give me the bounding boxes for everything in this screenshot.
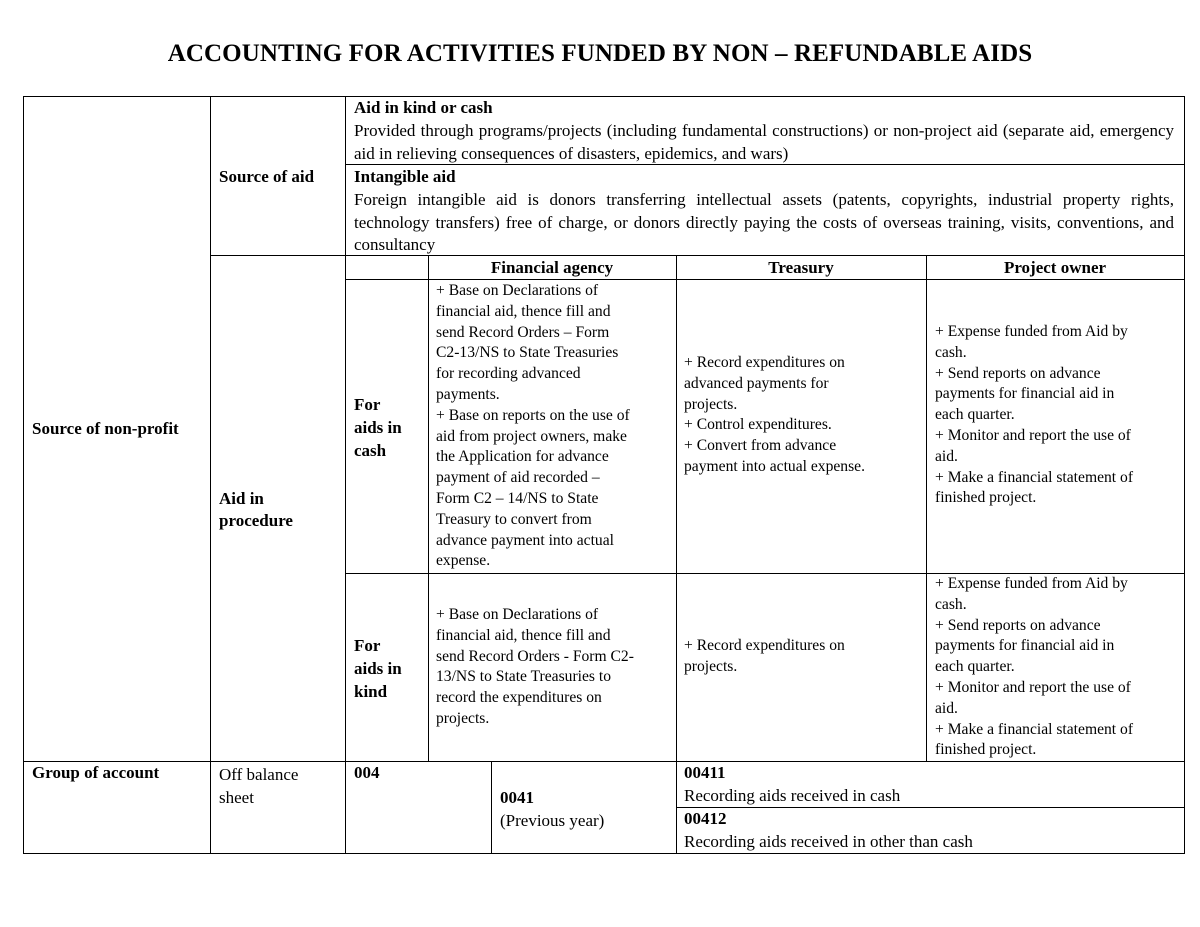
header-project-owner: Project owner — [1003, 258, 1107, 277]
kind-treasury-text: + Record expenditures on projects. — [684, 637, 845, 675]
header-treasury: Treasury — [768, 258, 834, 277]
group-of-account-label: Group of account — [32, 763, 160, 782]
account-00411-text: Recording aids received in cash — [684, 786, 901, 805]
aids-in-kind-label: For aids in kind — [354, 636, 402, 701]
row-divider — [676, 807, 1185, 808]
table-border-top — [23, 96, 1185, 97]
col-divider — [926, 255, 927, 762]
intangible-aid-heading: Intangible aid — [354, 167, 456, 186]
table-border-left — [23, 96, 24, 854]
account-0041-text — [500, 788, 604, 830]
cash-treasury-text: + Record expenditures on advanced payments for projects. + Control expenditures. + Convert from advance payment into actual expense. — [684, 354, 865, 475]
cash-project-owner-text: + Expense funded from Aid by cash. + Send reports on advance payments for financial aid in each quarter. + Monitor and report the use of aid. + Make a financial statement of finished project. — [935, 323, 1134, 507]
page-title: ACCOUNTING FOR ACTIVITIES FUNDED BY NON – REFUNDABLE AIDS — [167, 40, 1033, 67]
col-divider — [676, 255, 677, 854]
aid-in-procedure-label: Aid in procedure — [219, 489, 293, 530]
account-0041-code — [500, 763, 604, 832]
header-financial-agency: Financial agency — [490, 258, 614, 277]
col-divider — [491, 761, 492, 854]
table-border-bottom — [23, 853, 1185, 854]
kind-project-owner-text: + Expense funded from Aid by cash. + Send reports on advance payments for financial aid in each quarter. + Monitor and report the use of aid. + Make a financial statement of finished project. — [935, 575, 1134, 759]
table-border-right — [1184, 96, 1185, 854]
aid-kind-cash-heading: Aid in kind or cash — [354, 98, 493, 117]
off-balance-sheet-label: Off balance sheet — [219, 765, 299, 807]
account-004: 004 — [354, 763, 380, 782]
intangible-aid-text: Foreign intangible aid is donors transferring intellectual assets (patents, copyrights, industrial property rights, technology transfers) free of charge, or donors directly paying the costs of overseas training, visits, conventions, and consultancy — [354, 190, 1174, 254]
account-0041-number: 0041 — [500, 788, 534, 807]
row-divider — [345, 279, 1185, 280]
source-non-profit-label: Source of non-profit — [32, 419, 179, 438]
cash-financial-agency-text: + Base on Declarations of financial aid, thence fill and send Record Orders – Form C2-13/NS to State Treasuries for recording advanced payments. + Base on reports on the use of aid from project owners, make the Application for advance payment of aid recorded – Form C2 – 14/NS to State Treasury to convert from advance payment into actual expense. — [436, 282, 630, 570]
col-divider — [210, 96, 211, 854]
account-00412-code: 00412 — [684, 809, 727, 828]
aid-kind-cash-text: Provided through programs/projects (including fundamental constructions) or non-project aid (separate aid, emergency aid in relieving consequences of disasters, epidemics, and wars) — [354, 121, 1174, 163]
source-of-aid-label: Source of aid — [219, 167, 315, 186]
account-0041-year: (Previous year) — [500, 811, 605, 830]
account-00411-code: 00411 — [684, 763, 726, 782]
aids-in-cash-label: For aids in cash — [354, 395, 402, 460]
kind-financial-agency-text: + Base on Declarations of financial aid, thence fill and send Record Orders - Form C2- 13/NS to State Treasuries to record the expenditures on projects. — [436, 606, 634, 727]
col-divider — [345, 96, 346, 854]
col-divider — [428, 255, 429, 762]
account-00412-text: Recording aids received in other than cash — [684, 832, 973, 851]
